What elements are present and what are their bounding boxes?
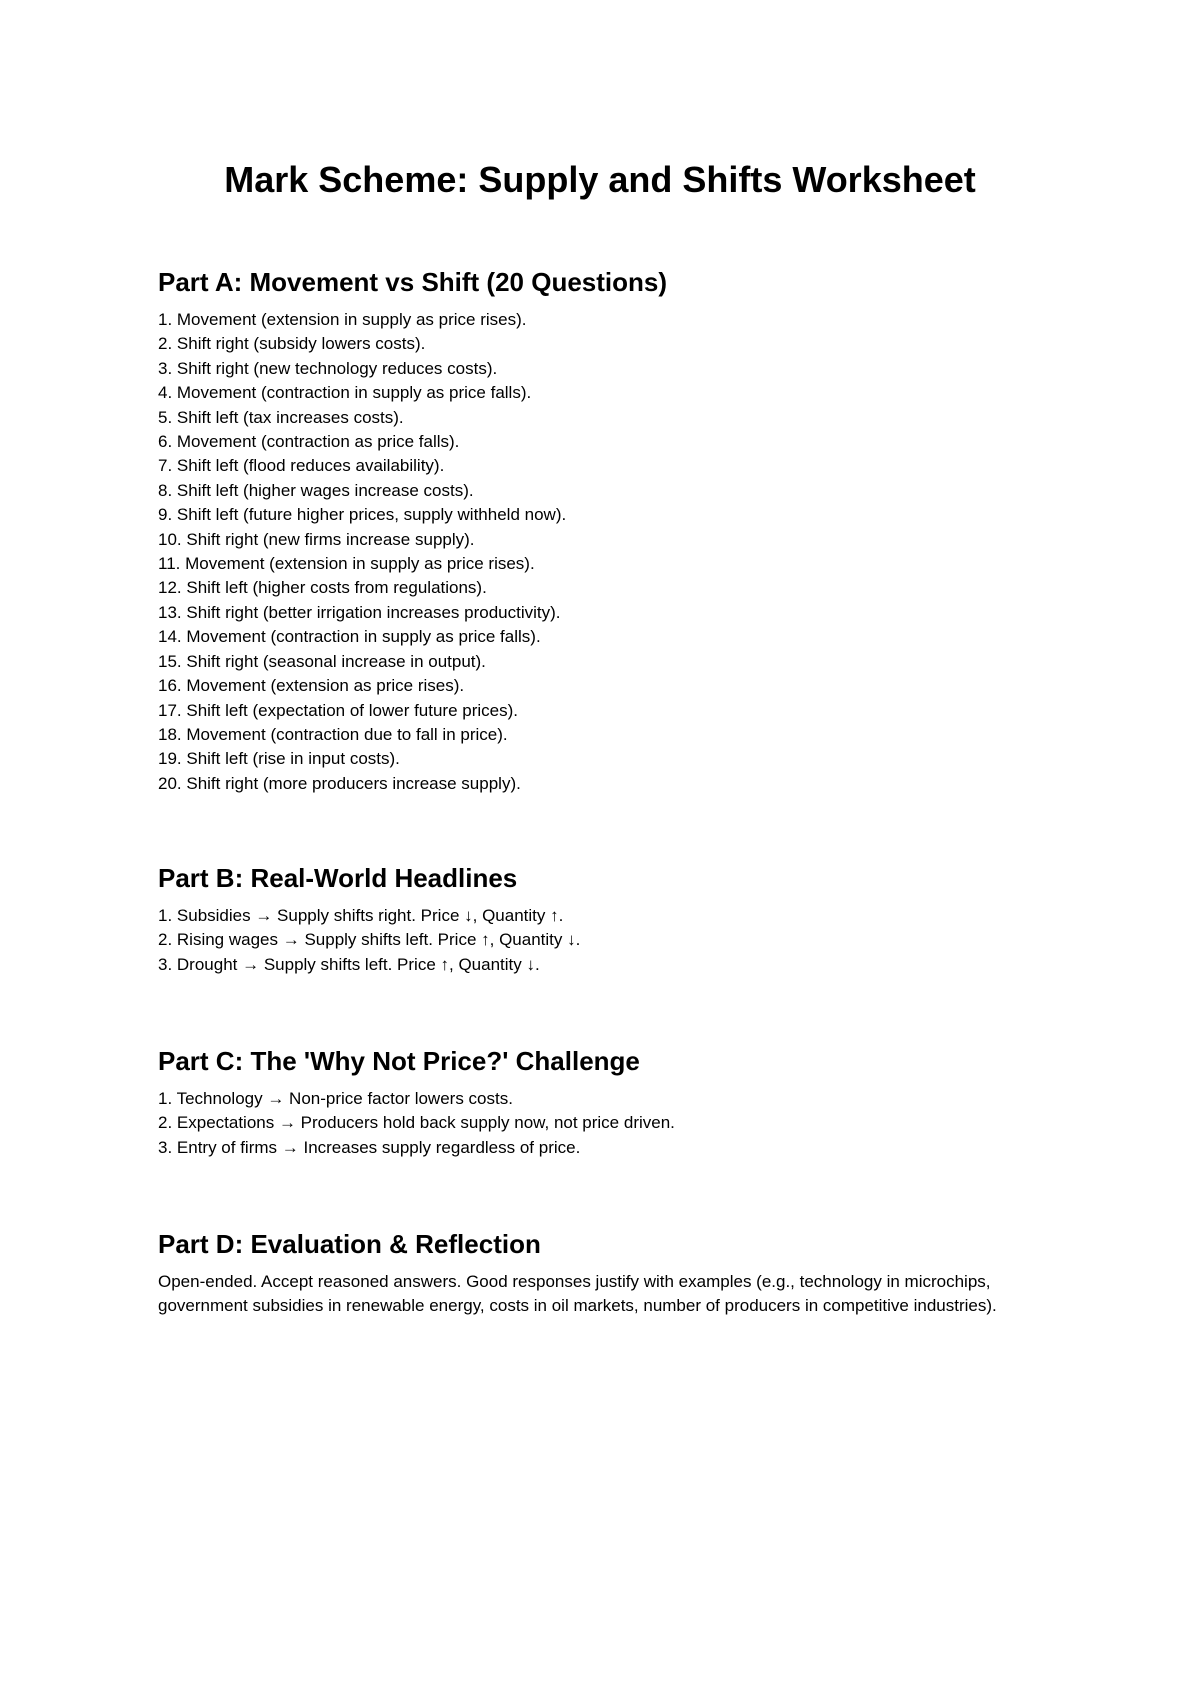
part-a-answer-list [158,308,1058,796]
section-part-c [158,1045,1058,1160]
answer-item: 1. Technology → Non-price factor lowers costs. [158,1089,513,1108]
answer-item: 3. Entry of firms → Increases supply regardless of price. [158,1137,581,1157]
part-b-heading: Part B: Real-World Headlines [158,863,518,893]
part-c-heading: Part C: The 'Why Not Price?' Challenge [158,1046,640,1076]
answer-item: 4. Movement (contraction in supply as price falls). [158,383,532,403]
part-a-heading: Part A: Movement vs Shift (20 Questions) [158,267,668,297]
part-d-text: Open-ended. Accept reasoned answers. Good responses justify with examples (e.g., technology in microchips, government subsidies in renewable energy, costs in oil markets, number of producers in competitive industries). [158,1272,997,1316]
answer-item: 20. Shift right (more producers increase supply). [158,773,521,793]
answer-item: 1. Subsidies → Supply shifts right. Price ↓, Quantity ↑. [158,906,564,925]
answer-item: 19. Shift left (rise in input costs). [158,749,400,769]
answer-item: 3. Drought → Supply shifts left. Price ↑, Quantity ↓. [158,954,540,974]
answer-item: 6. Movement (contraction as price falls). [158,432,460,452]
part-b-answer-list [158,904,1058,977]
answer-item: 11. Movement (extension in supply as price rises). [158,554,535,574]
answer-item: 2. Expectations → Producers hold back supply now, not price driven. [158,1113,675,1133]
answer-item: 1. Movement (extension in supply as price rises). [158,310,527,329]
part-c-answer-list [158,1087,1058,1160]
part-d-heading: Part D: Evaluation & Reflection [158,1229,541,1259]
answer-item: 3. Shift right (new technology reduces costs). [158,358,498,378]
answer-item: 2. Rising wages → Supply shifts left. Price ↑, Quantity ↓. [158,930,581,950]
answer-item: 16. Movement (extension as price rises). [158,676,465,696]
answer-item: 9. Shift left (future higher prices, supply withheld now). [158,505,567,525]
section-part-b [158,862,1058,977]
answer-item: 14. Movement (contraction in supply as price falls). [158,627,541,647]
answer-item: 5. Shift left (tax increases costs). [158,407,404,427]
answer-item: 10. Shift right (new firms increase supply). [158,529,475,549]
answer-item: 15. Shift right (seasonal increase in output). [158,651,486,671]
document-title: Mark Scheme: Supply and Shifts Worksheet [224,159,976,200]
answer-item: 18. Movement (contraction due to fall in price). [158,724,508,744]
section-part-d [158,1228,1058,1319]
section-part-a [158,266,1058,796]
answer-item: 7. Shift left (flood reduces availability). [158,456,445,476]
answer-item: 17. Shift left (expectation of lower future prices). [158,700,519,720]
answer-item: 12. Shift left (higher costs from regulations). [158,578,487,598]
answer-item: 13. Shift right (better irrigation increases productivity). [158,602,561,622]
answer-item: 8. Shift left (higher wages increase costs). [158,480,474,500]
answer-item: 2. Shift right (subsidy lowers costs). [158,334,426,354]
